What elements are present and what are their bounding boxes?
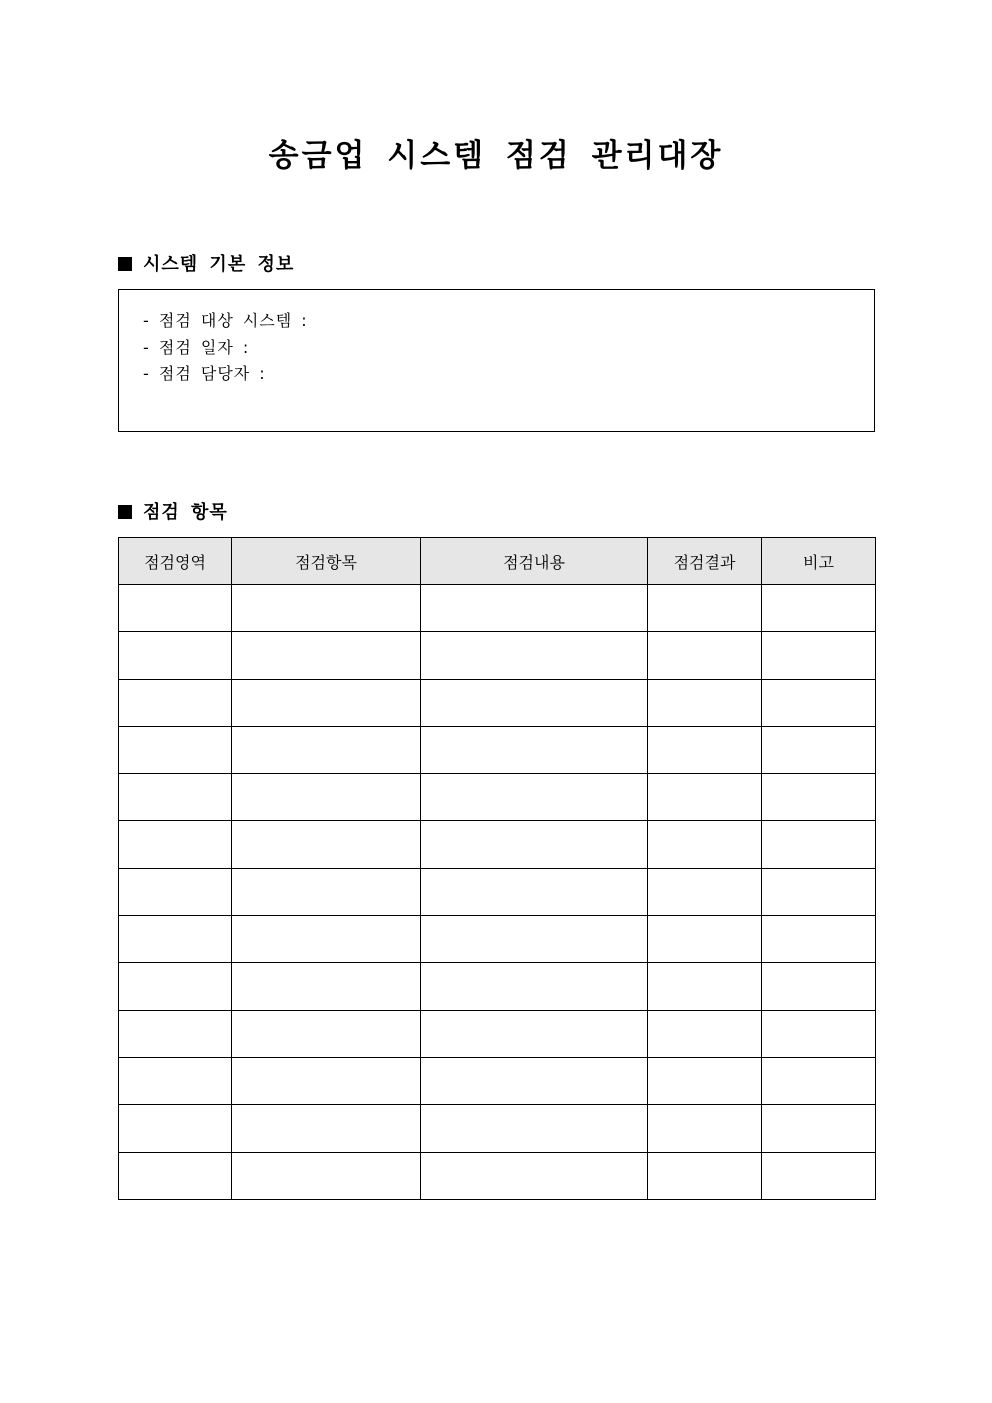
cell-content[interactable] — [421, 916, 648, 963]
cell-item[interactable] — [232, 821, 421, 868]
cell-remarks[interactable] — [762, 1010, 876, 1057]
table-row — [119, 774, 876, 821]
cell-result[interactable] — [648, 774, 762, 821]
column-header-area: 점검영역 — [119, 538, 232, 585]
cell-item[interactable] — [232, 916, 421, 963]
cell-area[interactable] — [119, 1105, 232, 1152]
cell-content[interactable] — [421, 679, 648, 726]
section-heading-basic-info-label: 시스템 기본 정보 — [143, 254, 295, 275]
cell-item[interactable] — [232, 868, 421, 915]
cell-content[interactable] — [421, 632, 648, 679]
square-bullet-icon — [118, 505, 132, 519]
basic-info-lines — [143, 308, 308, 388]
cell-area[interactable] — [119, 585, 232, 632]
cell-item[interactable] — [232, 1105, 421, 1152]
cell-result[interactable] — [648, 726, 762, 773]
cell-content[interactable] — [421, 821, 648, 868]
cell-area[interactable] — [119, 632, 232, 679]
table-row — [119, 1152, 876, 1199]
cell-result[interactable] — [648, 585, 762, 632]
cell-area[interactable] — [119, 821, 232, 868]
cell-item[interactable] — [232, 1010, 421, 1057]
table-row — [119, 868, 876, 915]
table-row — [119, 632, 876, 679]
page-title: 송금업 시스템 점검 관리대장 — [268, 138, 724, 174]
cell-area[interactable] — [119, 679, 232, 726]
check-items-table — [118, 537, 876, 1200]
cell-item[interactable] — [232, 632, 421, 679]
cell-result[interactable] — [648, 1010, 762, 1057]
info-line-target-system: - 점검 대상 시스템 : — [143, 311, 308, 330]
basic-info-box — [118, 289, 875, 432]
cell-content[interactable] — [421, 868, 648, 915]
table-row — [119, 821, 876, 868]
table-row — [119, 1010, 876, 1057]
cell-remarks[interactable] — [762, 963, 876, 1010]
table-row — [119, 1057, 876, 1104]
cell-result[interactable] — [648, 963, 762, 1010]
cell-remarks[interactable] — [762, 868, 876, 915]
cell-remarks[interactable] — [762, 774, 876, 821]
cell-remarks[interactable] — [762, 1057, 876, 1104]
cell-result[interactable] — [648, 632, 762, 679]
section-heading-check-items-label: 점검 항목 — [143, 502, 228, 523]
cell-area[interactable] — [119, 916, 232, 963]
cell-area[interactable] — [119, 1010, 232, 1057]
cell-area[interactable] — [119, 726, 232, 773]
cell-content[interactable] — [421, 585, 648, 632]
cell-content[interactable] — [421, 963, 648, 1010]
cell-remarks[interactable] — [762, 916, 876, 963]
column-header-content: 점검내용 — [421, 538, 648, 585]
column-header-result: 점검결과 — [648, 538, 762, 585]
info-line-inspection-date: - 점검 일자 : — [143, 337, 250, 357]
cell-result[interactable] — [648, 821, 762, 868]
cell-content[interactable] — [421, 1010, 648, 1057]
cell-content[interactable] — [421, 1057, 648, 1104]
cell-remarks[interactable] — [762, 679, 876, 726]
cell-item[interactable] — [232, 774, 421, 821]
table-row — [119, 916, 876, 963]
cell-remarks[interactable] — [762, 1105, 876, 1152]
cell-remarks[interactable] — [762, 585, 876, 632]
cell-area[interactable] — [119, 1152, 232, 1199]
table-row — [119, 726, 876, 773]
cell-remarks[interactable] — [762, 726, 876, 773]
table-header-row — [119, 538, 876, 585]
table-row — [119, 585, 876, 632]
cell-item[interactable] — [232, 1057, 421, 1104]
cell-result[interactable] — [648, 1105, 762, 1152]
cell-item[interactable] — [232, 963, 421, 1010]
section-heading-basic-info — [118, 252, 294, 278]
cell-result[interactable] — [648, 868, 762, 915]
table-row — [119, 679, 876, 726]
cell-area[interactable] — [119, 1057, 232, 1104]
cell-content[interactable] — [421, 1105, 648, 1152]
cell-result[interactable] — [648, 1152, 762, 1199]
table-row — [119, 1105, 876, 1152]
cell-area[interactable] — [119, 868, 232, 915]
cell-content[interactable] — [421, 774, 648, 821]
cell-content[interactable] — [421, 726, 648, 773]
cell-item[interactable] — [232, 585, 421, 632]
cell-content[interactable] — [421, 1152, 648, 1199]
cell-remarks[interactable] — [762, 632, 876, 679]
column-header-remarks: 비고 — [762, 538, 876, 585]
cell-area[interactable] — [119, 963, 232, 1010]
cell-remarks[interactable] — [762, 1152, 876, 1199]
section-heading-check-items — [118, 500, 228, 526]
cell-item[interactable] — [232, 1152, 421, 1199]
info-line-inspector: - 점검 담당자 : — [143, 364, 266, 383]
cell-result[interactable] — [648, 1057, 762, 1104]
cell-item[interactable] — [232, 679, 421, 726]
cell-item[interactable] — [232, 726, 421, 773]
cell-remarks[interactable] — [762, 821, 876, 868]
cell-result[interactable] — [648, 916, 762, 963]
table-row — [119, 963, 876, 1010]
cell-result[interactable] — [648, 679, 762, 726]
square-bullet-icon — [118, 257, 132, 271]
cell-area[interactable] — [119, 774, 232, 821]
table-body — [119, 585, 876, 1200]
column-header-item: 점검항목 — [232, 538, 421, 585]
